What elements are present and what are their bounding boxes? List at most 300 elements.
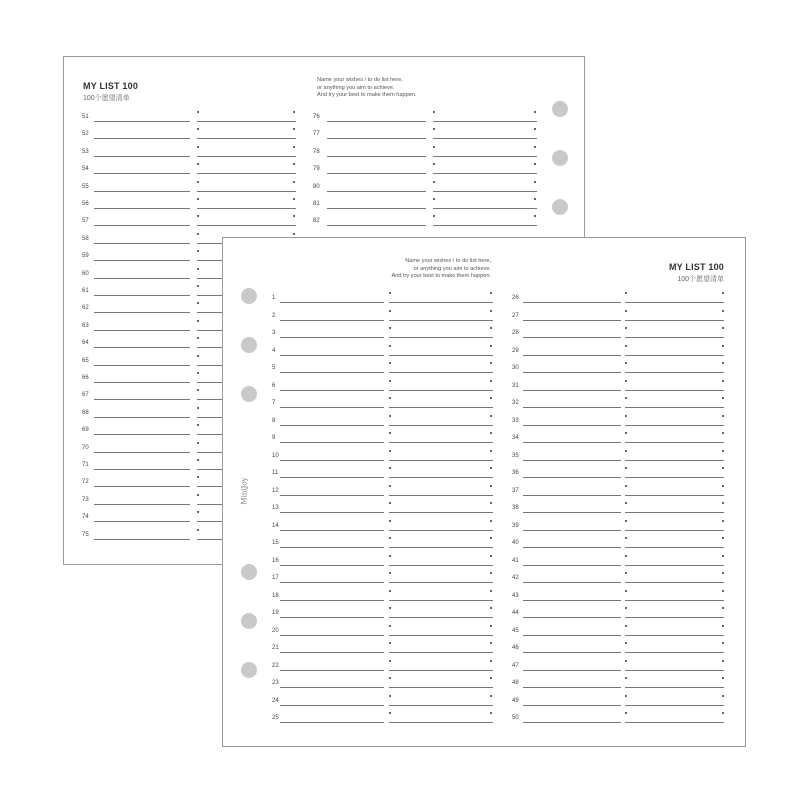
write-line[interactable] xyxy=(389,372,493,373)
bullet-dot xyxy=(722,502,724,504)
write-line[interactable] xyxy=(94,278,190,279)
bullet-dot xyxy=(722,625,724,627)
bullet-dot xyxy=(625,642,627,644)
write-line[interactable] xyxy=(94,469,190,470)
list-row xyxy=(272,628,494,638)
write-line[interactable] xyxy=(625,617,724,618)
row-number: 62 xyxy=(82,305,89,312)
bullet-dot xyxy=(625,502,627,504)
write-line[interactable] xyxy=(280,407,384,408)
bullet-dot xyxy=(490,537,492,539)
write-line[interactable] xyxy=(327,173,426,174)
list-row xyxy=(313,166,543,176)
row-number: 14 xyxy=(272,522,279,529)
list-row xyxy=(313,184,543,194)
bullet-dot xyxy=(722,310,724,312)
row-number: 36 xyxy=(512,470,519,476)
punch-hole xyxy=(241,564,257,580)
write-line[interactable] xyxy=(433,121,537,122)
list-row xyxy=(82,218,298,228)
bullet-dot xyxy=(490,642,492,644)
list-row xyxy=(272,365,494,375)
write-line[interactable] xyxy=(625,355,724,356)
bullet-dot xyxy=(722,555,724,557)
write-line[interactable] xyxy=(523,670,621,671)
write-line[interactable] xyxy=(433,156,537,157)
write-line[interactable] xyxy=(523,302,621,303)
write-line[interactable] xyxy=(280,582,384,583)
write-line[interactable] xyxy=(625,425,724,426)
front-note-line: Name your wishes / to do list here, xyxy=(405,258,491,264)
write-line[interactable] xyxy=(197,138,296,139)
write-line[interactable] xyxy=(433,225,537,226)
row-number: 2 xyxy=(272,312,276,319)
write-line[interactable] xyxy=(389,425,493,426)
punch-hole xyxy=(241,613,257,629)
bullet-dot xyxy=(722,520,724,522)
write-line[interactable] xyxy=(523,600,621,601)
bullet-dot xyxy=(534,163,536,165)
bullet-dot xyxy=(197,407,199,409)
write-line[interactable] xyxy=(280,302,384,303)
write-line[interactable] xyxy=(389,565,493,566)
row-number: 29 xyxy=(512,347,519,354)
write-line[interactable] xyxy=(197,121,296,122)
write-line[interactable] xyxy=(523,687,621,688)
write-line[interactable] xyxy=(433,138,537,139)
row-number: 69 xyxy=(82,427,89,434)
write-line[interactable] xyxy=(523,355,621,356)
write-line[interactable] xyxy=(625,652,724,653)
write-line[interactable] xyxy=(433,173,537,174)
list-row xyxy=(512,628,726,638)
write-line[interactable] xyxy=(433,191,537,192)
row-number: 7 xyxy=(272,400,276,406)
bullet-dot xyxy=(197,494,199,496)
bullet-dot xyxy=(490,380,492,382)
row-number: 51 xyxy=(82,114,89,120)
write-line[interactable] xyxy=(523,390,621,391)
bullet-dot xyxy=(722,590,724,592)
write-line[interactable] xyxy=(625,670,724,671)
front-subtitle: 100个愿望清单 xyxy=(677,276,724,283)
row-number: 21 xyxy=(272,645,279,651)
row-number: 80 xyxy=(313,183,320,190)
write-line[interactable] xyxy=(280,372,384,373)
write-line[interactable] xyxy=(94,312,190,313)
bullet-dot xyxy=(722,572,724,574)
bullet-dot xyxy=(197,476,199,478)
bullet-dot xyxy=(389,572,391,574)
write-line[interactable] xyxy=(280,495,384,496)
row-number: 78 xyxy=(313,148,320,155)
write-line[interactable] xyxy=(280,565,384,566)
bullet-dot xyxy=(625,362,627,364)
bullet-dot xyxy=(625,555,627,557)
bullet-dot xyxy=(490,450,492,452)
bullet-dot xyxy=(490,660,492,662)
write-line[interactable] xyxy=(94,434,190,435)
bullet-dot xyxy=(197,320,199,322)
bullet-dot xyxy=(197,372,199,374)
write-line[interactable] xyxy=(280,425,384,426)
write-line[interactable] xyxy=(327,225,426,226)
write-line[interactable] xyxy=(389,495,493,496)
write-line[interactable] xyxy=(523,652,621,653)
bullet-dot xyxy=(197,459,199,461)
write-line[interactable] xyxy=(197,225,296,226)
write-line[interactable] xyxy=(280,687,384,688)
write-line[interactable] xyxy=(197,173,296,174)
write-line[interactable] xyxy=(625,582,724,583)
bullet-dot xyxy=(625,520,627,522)
list-row xyxy=(512,488,726,498)
write-line[interactable] xyxy=(523,425,621,426)
row-number: 35 xyxy=(512,452,519,459)
bullet-dot xyxy=(534,146,536,148)
write-line[interactable] xyxy=(389,600,493,601)
list-row xyxy=(512,715,726,725)
write-line[interactable] xyxy=(389,355,493,356)
bullet-dot xyxy=(722,432,724,434)
bullet-dot xyxy=(722,380,724,382)
list-row xyxy=(272,715,494,725)
row-number: 68 xyxy=(82,409,89,416)
write-line[interactable] xyxy=(625,565,724,566)
write-line[interactable] xyxy=(280,320,384,321)
bullet-dot xyxy=(197,389,199,391)
write-line[interactable] xyxy=(197,208,296,209)
list-row xyxy=(272,698,494,708)
list-row xyxy=(272,663,494,673)
write-line[interactable] xyxy=(523,442,621,443)
bullet-dot xyxy=(722,660,724,662)
list-row xyxy=(272,593,494,603)
row-number: 16 xyxy=(272,557,279,564)
write-line[interactable] xyxy=(523,460,621,461)
write-line[interactable] xyxy=(389,617,493,618)
write-line[interactable] xyxy=(94,295,190,296)
bullet-dot xyxy=(293,111,295,113)
write-line[interactable] xyxy=(94,539,190,540)
list-row xyxy=(512,348,726,358)
write-line[interactable] xyxy=(433,208,537,209)
bullet-dot xyxy=(389,432,391,434)
bullet-dot xyxy=(625,712,627,714)
write-line[interactable] xyxy=(94,486,190,487)
bullet-dot xyxy=(722,327,724,329)
row-number: 48 xyxy=(512,680,519,686)
write-line[interactable] xyxy=(625,722,724,723)
bullet-dot xyxy=(625,660,627,662)
list-row xyxy=(512,698,726,708)
write-line[interactable] xyxy=(280,530,384,531)
row-number: 71 xyxy=(82,462,89,468)
write-line[interactable] xyxy=(94,138,190,139)
bullet-dot xyxy=(625,607,627,609)
write-line[interactable] xyxy=(280,635,384,636)
bullet-dot xyxy=(534,181,536,183)
list-row xyxy=(272,295,494,305)
write-line[interactable] xyxy=(523,530,621,531)
write-line[interactable] xyxy=(327,208,426,209)
list-row xyxy=(272,435,494,445)
list-row xyxy=(82,201,298,211)
bullet-dot xyxy=(625,380,627,382)
front-note xyxy=(392,258,492,281)
back-note-line: Name your wishes / to do list here, xyxy=(317,77,403,83)
bullet-dot xyxy=(197,529,199,531)
write-line[interactable] xyxy=(625,512,724,513)
write-line[interactable] xyxy=(389,705,493,706)
list-row xyxy=(272,645,494,655)
bullet-dot xyxy=(389,362,391,364)
write-line[interactable] xyxy=(94,260,190,261)
row-number: 40 xyxy=(512,540,519,546)
write-line[interactable] xyxy=(197,156,296,157)
write-line[interactable] xyxy=(94,121,190,122)
write-line[interactable] xyxy=(94,382,190,383)
write-line[interactable] xyxy=(523,617,621,618)
bullet-dot xyxy=(722,695,724,697)
bullet-dot xyxy=(293,181,295,183)
write-line[interactable] xyxy=(389,320,493,321)
write-line[interactable] xyxy=(389,337,493,338)
write-line[interactable] xyxy=(625,495,724,496)
write-line[interactable] xyxy=(389,407,493,408)
write-line[interactable] xyxy=(94,521,190,522)
bullet-dot xyxy=(197,268,199,270)
bullet-dot xyxy=(197,128,199,130)
bullet-dot xyxy=(389,310,391,312)
write-line[interactable] xyxy=(280,460,384,461)
write-line[interactable] xyxy=(625,547,724,548)
write-line[interactable] xyxy=(389,460,493,461)
write-line[interactable] xyxy=(280,442,384,443)
write-line[interactable] xyxy=(389,635,493,636)
bullet-dot xyxy=(490,362,492,364)
list-row xyxy=(512,453,726,463)
list-row xyxy=(272,680,494,690)
brand-mark: MiniJoy xyxy=(240,477,249,505)
write-line[interactable] xyxy=(280,617,384,618)
bullet-dot xyxy=(625,327,627,329)
bullet-dot xyxy=(389,345,391,347)
write-line[interactable] xyxy=(625,390,724,391)
list-row xyxy=(512,313,726,323)
write-line[interactable] xyxy=(94,399,190,400)
bullet-dot xyxy=(490,327,492,329)
bullet-dot xyxy=(625,415,627,417)
bullet-dot xyxy=(389,625,391,627)
write-line[interactable] xyxy=(389,670,493,671)
row-number: 46 xyxy=(512,645,519,651)
write-line[interactable] xyxy=(94,191,190,192)
write-line[interactable] xyxy=(280,512,384,513)
write-line[interactable] xyxy=(625,635,724,636)
row-number: 75 xyxy=(82,531,89,538)
write-line[interactable] xyxy=(94,156,190,157)
bullet-dot xyxy=(490,695,492,697)
bullet-dot xyxy=(293,146,295,148)
write-line[interactable] xyxy=(280,477,384,478)
write-line[interactable] xyxy=(94,173,190,174)
write-line[interactable] xyxy=(94,365,190,366)
row-number: 49 xyxy=(512,697,519,704)
list-row xyxy=(272,470,494,480)
list-row xyxy=(512,505,726,515)
back-note-line: or anything you aim to achieve. xyxy=(317,84,395,91)
write-line[interactable] xyxy=(280,600,384,601)
write-line[interactable] xyxy=(523,635,621,636)
row-number: 50 xyxy=(512,715,519,721)
write-line[interactable] xyxy=(389,512,493,513)
write-line[interactable] xyxy=(523,407,621,408)
write-line[interactable] xyxy=(625,302,724,303)
write-line[interactable] xyxy=(280,705,384,706)
back-note-line: And try your best to make them happen. xyxy=(317,92,417,99)
write-line[interactable] xyxy=(523,337,621,338)
punch-hole xyxy=(241,386,257,402)
write-line[interactable] xyxy=(389,652,493,653)
write-line[interactable] xyxy=(625,320,724,321)
write-line[interactable] xyxy=(389,687,493,688)
write-line[interactable] xyxy=(389,722,493,723)
row-number: 66 xyxy=(82,375,89,381)
write-line[interactable] xyxy=(389,582,493,583)
write-line[interactable] xyxy=(94,347,190,348)
bullet-dot xyxy=(197,337,199,339)
back-note xyxy=(317,77,417,100)
bullet-dot xyxy=(433,111,435,113)
write-line[interactable] xyxy=(523,372,621,373)
row-number: 82 xyxy=(313,218,320,225)
write-line[interactable] xyxy=(280,390,384,391)
bullet-dot xyxy=(490,310,492,312)
bullet-dot xyxy=(722,467,724,469)
list-row xyxy=(512,418,726,428)
bullet-dot xyxy=(490,415,492,417)
write-line[interactable] xyxy=(327,121,426,122)
bullet-dot xyxy=(722,415,724,417)
bullet-dot xyxy=(722,450,724,452)
list-row xyxy=(512,680,726,690)
write-line[interactable] xyxy=(625,442,724,443)
write-line[interactable] xyxy=(197,191,296,192)
bullet-dot xyxy=(433,181,435,183)
bullet-dot xyxy=(433,128,435,130)
row-number: 54 xyxy=(82,166,89,173)
bullet-dot xyxy=(625,625,627,627)
write-line[interactable] xyxy=(94,452,190,453)
write-line[interactable] xyxy=(523,547,621,548)
write-line[interactable] xyxy=(625,477,724,478)
bullet-dot xyxy=(389,467,391,469)
write-line[interactable] xyxy=(389,390,493,391)
row-number: 24 xyxy=(272,697,279,704)
bullet-dot xyxy=(389,695,391,697)
write-line[interactable] xyxy=(94,417,190,418)
write-line[interactable] xyxy=(280,547,384,548)
write-line[interactable] xyxy=(625,530,724,531)
write-line[interactable] xyxy=(523,320,621,321)
list-row xyxy=(512,523,726,533)
row-number: 12 xyxy=(272,487,279,494)
row-number: 67 xyxy=(82,392,89,399)
write-line[interactable] xyxy=(625,460,724,461)
bullet-dot xyxy=(625,537,627,539)
write-line[interactable] xyxy=(523,512,621,513)
bullet-dot xyxy=(197,355,199,357)
row-number: 53 xyxy=(82,148,89,155)
write-line[interactable] xyxy=(625,407,724,408)
write-line[interactable] xyxy=(389,477,493,478)
row-number: 20 xyxy=(272,627,279,634)
back-subtitle: 100个愿望清单 xyxy=(83,95,130,102)
write-line[interactable] xyxy=(280,355,384,356)
write-line[interactable] xyxy=(523,495,621,496)
bullet-dot xyxy=(534,198,536,200)
write-line[interactable] xyxy=(94,330,190,331)
write-line[interactable] xyxy=(327,156,426,157)
bullet-dot xyxy=(389,397,391,399)
write-line[interactable] xyxy=(625,337,724,338)
punch-hole xyxy=(241,662,257,678)
write-line[interactable] xyxy=(327,191,426,192)
bullet-dot xyxy=(490,502,492,504)
write-line[interactable] xyxy=(94,243,190,244)
write-line[interactable] xyxy=(280,722,384,723)
write-line[interactable] xyxy=(280,670,384,671)
write-line[interactable] xyxy=(389,302,493,303)
punch-hole xyxy=(552,150,568,166)
write-line[interactable] xyxy=(625,600,724,601)
row-number: 60 xyxy=(82,270,89,277)
write-line[interactable] xyxy=(523,477,621,478)
write-line[interactable] xyxy=(280,652,384,653)
bullet-dot xyxy=(293,163,295,165)
write-line[interactable] xyxy=(523,565,621,566)
write-line[interactable] xyxy=(389,547,493,548)
write-line[interactable] xyxy=(280,337,384,338)
list-row xyxy=(82,149,298,159)
write-line[interactable] xyxy=(523,582,621,583)
write-line[interactable] xyxy=(94,225,190,226)
write-line[interactable] xyxy=(94,208,190,209)
write-line[interactable] xyxy=(625,687,724,688)
write-line[interactable] xyxy=(625,705,724,706)
write-line[interactable] xyxy=(389,442,493,443)
row-number: 44 xyxy=(512,610,519,616)
write-line[interactable] xyxy=(327,138,426,139)
write-line[interactable] xyxy=(523,705,621,706)
row-number: 10 xyxy=(272,452,279,459)
write-line[interactable] xyxy=(523,722,621,723)
list-row xyxy=(512,435,726,445)
row-number: 28 xyxy=(512,330,519,336)
row-number: 32 xyxy=(512,400,519,406)
row-number: 77 xyxy=(313,131,320,138)
write-line[interactable] xyxy=(94,504,190,505)
write-line[interactable] xyxy=(625,372,724,373)
write-line[interactable] xyxy=(389,530,493,531)
row-number: 43 xyxy=(512,592,519,599)
row-number: 63 xyxy=(82,322,89,329)
list-row xyxy=(512,610,726,620)
bullet-dot xyxy=(625,432,627,434)
bullet-dot xyxy=(722,607,724,609)
bullet-dot xyxy=(625,677,627,679)
